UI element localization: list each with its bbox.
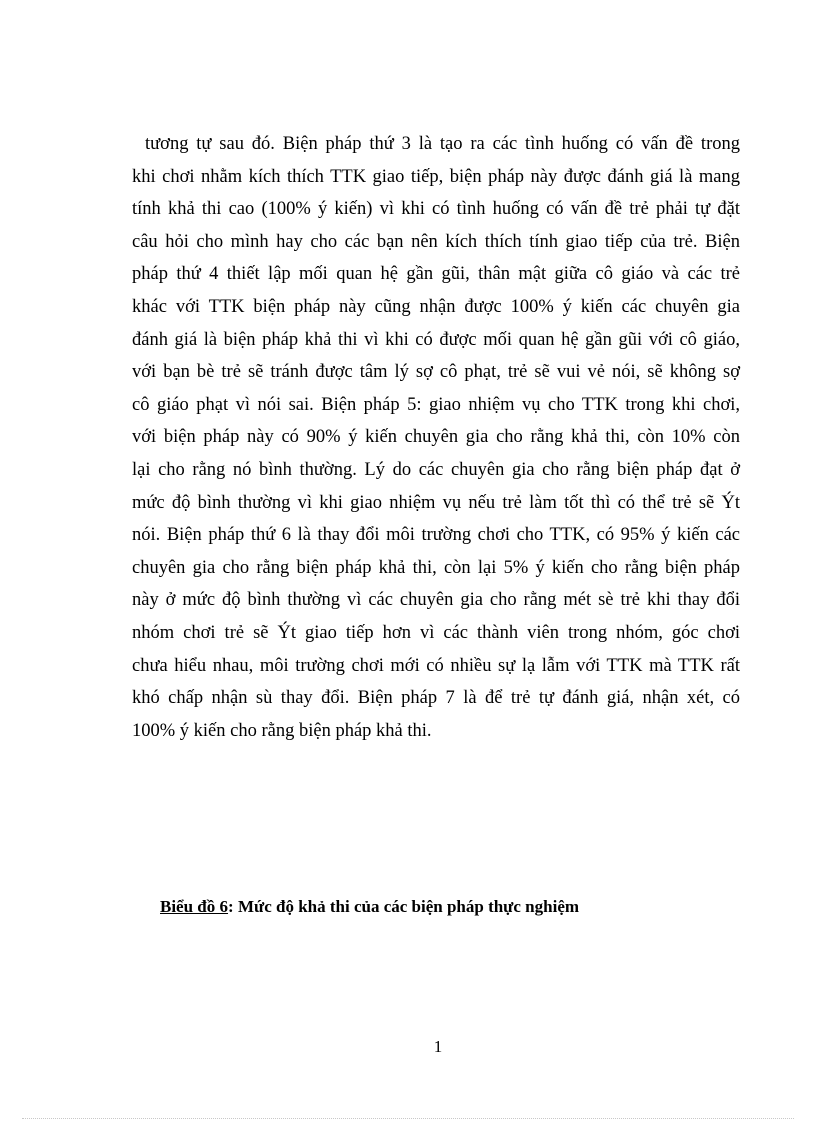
paragraph-line: chuyên gia cho rằng biện pháp khả thi, còn lại 5% ý kiến cho rằng biện pháp [132, 557, 740, 578]
paragraph-line: nhóm chơi trẻ sẽ Ýt giao tiếp hơn vì các thành viên trong nhóm, góc chơi [132, 622, 740, 643]
paragraph-line: với bạn bè trẻ sẽ tránh được tâm lý sợ cô phạt, trẻ sẽ vui vẻ nói, sẽ không sợ [132, 362, 740, 383]
figure-caption-text: : Mức độ khả thi của các biện pháp thực nghiệm [228, 897, 580, 916]
paragraph-line: khi chơi nhằm kích thích TTK giao tiếp, biện pháp này được đánh giá là mang [132, 166, 740, 187]
paragraph-line: 100% ý kiến cho rằng biện pháp khả thi. [132, 720, 432, 741]
paragraph-line: mức độ bình thường vì khi giao nhiệm vụ nếu trẻ làm tốt thì có thể trẻ sẽ Ýt [132, 492, 740, 513]
paragraph-line: câu hỏi cho mình hay cho các bạn nên kích thích tính giao tiếp của trẻ. Biện [132, 231, 740, 252]
paragraph-line: khác với TTK biện pháp này cũng nhận được 100% ý kiến các chuyên gia [132, 296, 740, 317]
paragraph-line: lại cho rằng nó bình thường. Lý do các chuyên gia cho rằng biện pháp đạt ở [132, 459, 740, 480]
paragraph-line: nói. Biện pháp thứ 6 là thay đổi môi trường chơi cho TTK, có 95% ý kiến các [132, 525, 740, 546]
paragraph-line: tính khả thi cao (100% ý kiến) vì khi có tình huống có vấn đề trẻ phải tự đặt [132, 199, 740, 220]
paragraph-line: với biện pháp này có 90% ý kiến chuyên gia cho rằng khả thi, còn 10% còn [132, 427, 740, 448]
page-number: 1 [433, 1037, 443, 1056]
figure-caption [160, 897, 579, 917]
body-paragraph [132, 128, 740, 747]
paragraph-line: đánh giá là biện pháp khả thi vì khi có được mối quan hệ gần gũi với cô giáo, [132, 329, 740, 350]
paragraph-line: khó chấp nhận sù thay đổi. Biện pháp 7 là để trẻ tự đánh giá, nhận xét, có [132, 688, 740, 709]
paragraph-line: tương tự sau đó. Biện pháp thứ 3 là tạo ra các tình huống có vấn đề trong [145, 134, 740, 154]
paragraph-line: pháp thứ 4 thiết lập mối quan hệ gần gũi, thân mật giữa cô giáo và các trẻ [132, 264, 740, 285]
paragraph-line: này ở mức độ bình thường vì các chuyên gia cho rằng mét sè trẻ khi thay đổi [132, 590, 740, 611]
figure-caption-label: Biểu đồ 6 [160, 897, 229, 916]
page-bottom-divider [22, 1118, 794, 1119]
paragraph-line: cô giáo phạt vì nói sai. Biện pháp 5: giao nhiệm vụ cho TTK trong khi chơi, [132, 394, 740, 415]
paragraph-line: chưa hiểu nhau, môi trường chơi mới có nhiều sự lạ lẫm với TTK mà TTK rất [132, 655, 740, 676]
